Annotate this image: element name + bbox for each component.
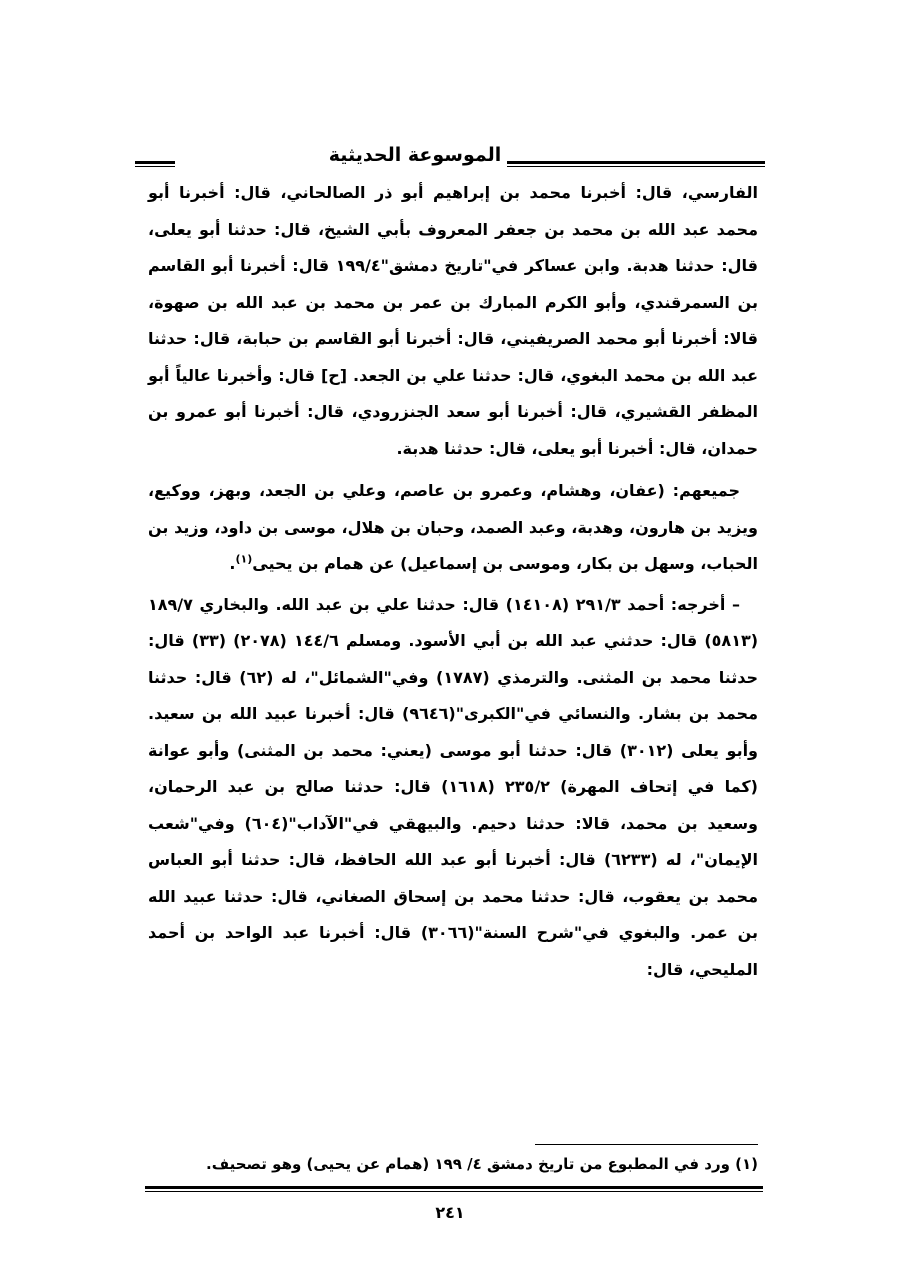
footnote: (١) ورد في المطبوع من تاريخ دمشق ٤/ ١٩٩ (همام عن يحيى) وهو تصحيف.	[206, 1155, 758, 1173]
paragraph-2-text: جميعهم: (عفان، وهشام، وعمرو بن عاصم، وعلي بن الجعد، وبهز، ووكيع، ويزيد بن هارون، وهدبة، وعبد الصمد، وحبان بن هلال، موسى بن داود، وزيد بن الحباب، وسهل بن بكار، وموسى بن إسماعيل) عن همام بن يحيى	[148, 481, 758, 573]
paragraph-3: – أخرجه: أحمد ٢٩١/٣ (١٤١٠٨) قال: حدثنا علي بن عبد الله. والبخاري ١٨٩/٧ (٥٨١٣) قال: حدثني عبد الله بن أبي الأسود. ومسلم ١٤٤/٦ (٢٠٧٨) (٣٣) قال: حدثنا محمد بن المثنى. والترمذي (١٧٨٧) وفي"الشمائل"، له (٦٢) قال: حدثنا محمد بن بشار. والنسائي في"الكبرى"(٩٦٤٦) قال: أخبرنا عبيد الله بن سعيد. وأبو يعلى (٣٠١٢) قال: حدثنا أبو موسى (يعني: محمد بن المثنى) وأبو عوانة (كما في إتحاف المهرة) ٢٣٥/٢ (١٦١٨) قال: حدثنا صالح بن عبد الرحمان، وسعيد بن محمد، قالا: حدثنا دحيم. والبيهقي في"الآداب"(٦٠٤) وفي"شعب الإيمان"، له (٦٢٣٣) قال: أخبرنا أبو عبد الله الحافظ، قال: حدثنا أبو العباس محمد بن يعقوب، قال: حدثنا محمد بن إسحاق الصغاني، قال: حدثنا عبيد الله بن عمر. والبغوي في"شرح السنة"(٣٠٦٦) قال: أخبرنا عبد الواحد بن أحمد المليحي، قال:	[148, 594, 759, 979]
main-text	[148, 175, 758, 988]
page-header	[135, 137, 765, 177]
header-rule-left	[135, 161, 175, 167]
footnote-separator	[535, 1144, 758, 1145]
page-number: ٢٤١	[435, 1203, 465, 1222]
header-title: الموسوعة الحديثية	[328, 144, 502, 166]
paragraph-2	[148, 473, 758, 583]
paragraph-1: الفارسي، قال: أخبرنا محمد بن إبراهيم أبو ذر الصالحاني، قال: أخبرنا أبو محمد عبد الله بن محمد بن جعفر المعروف بأبي الشيخ، قال: حدثنا أبو يعلى، قال: حدثنا هدبة. وابن عساكر في"تاريخ دمشق"١٩٩/٤ قال: أخبرنا أبو القاسم بن السمرقندي، وأبو الكرم المبارك بن عمر بن محمد بن عبد الله بن صهوة، قالا: أخبرنا أبو محمد الصريفيني، قال: أخبرنا أبو القاسم بن حبابة، قال: حدثنا عبد الله بن محمد البغوي، قال: حدثنا علي بن الجعد. [ح] قال: وأخبرنا عالياً أبو المظفر القشيري، قال: أخبرنا أبو سعد الجنزرودي، قال: أخبرنا أبو عمرو بن حمدان، قال: أخبرنا أبو يعلى، قال: حدثنا هدبة.	[148, 183, 758, 458]
paragraph-2-end: .	[229, 554, 236, 573]
bottom-rule	[145, 1186, 763, 1192]
footnote-ref: (١)	[235, 552, 253, 566]
header-rule-right	[507, 161, 765, 167]
